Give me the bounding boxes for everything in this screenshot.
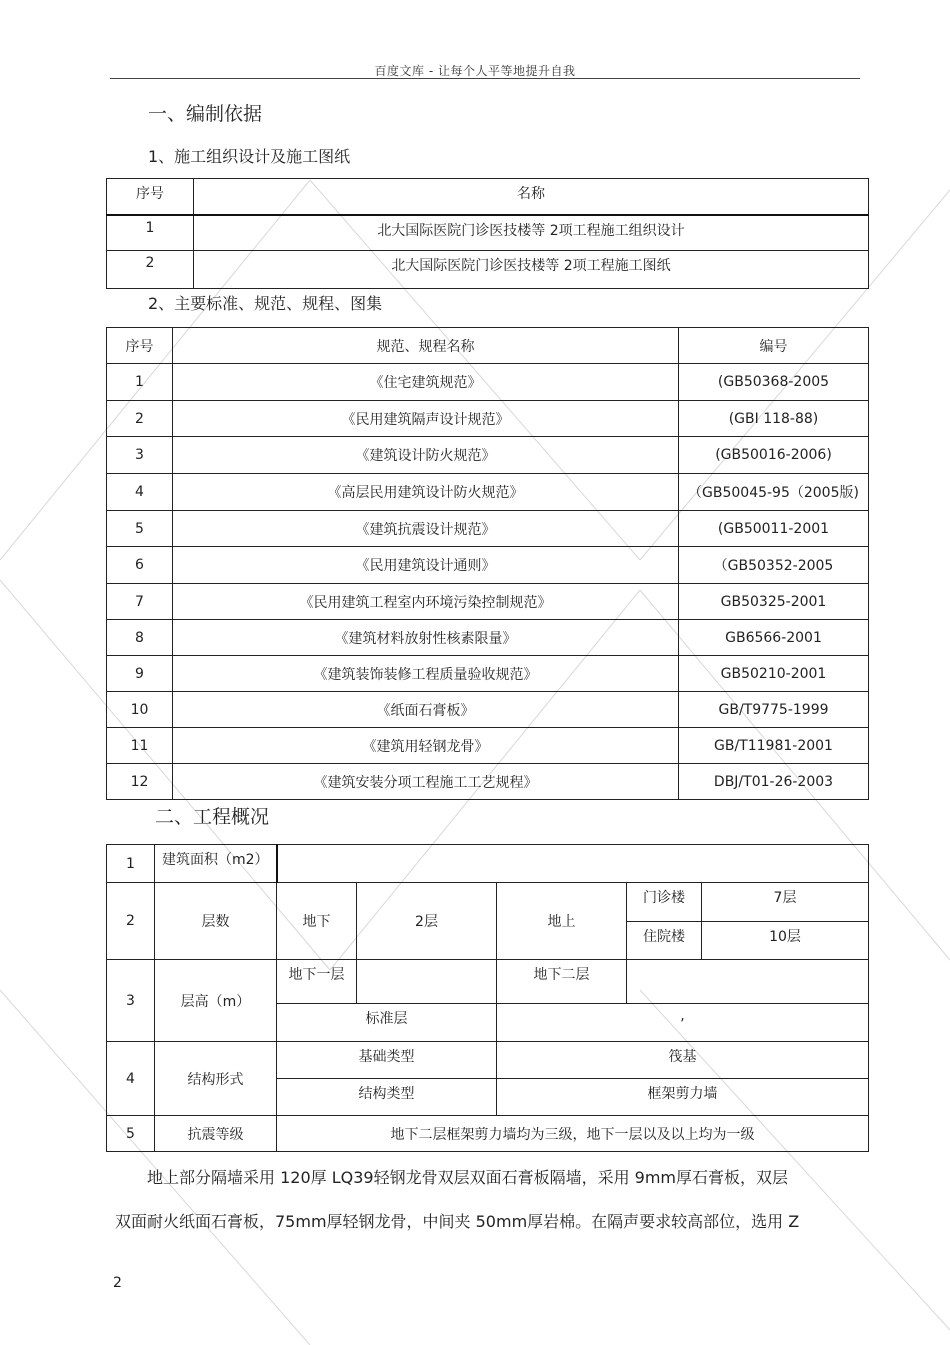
height-label: 层高（m） <box>155 960 277 1042</box>
cell-seq: 1 <box>107 215 194 251</box>
cell-seq: 1 <box>107 364 173 401</box>
section2-title: 二、工程概况 <box>155 806 270 828</box>
overview-row-height <box>107 960 869 1004</box>
cell-code: GB50325-2001 <box>679 584 869 620</box>
col-header-seq: 序号 <box>107 328 173 364</box>
cell-seq: 5 <box>107 1116 155 1152</box>
structure-type-label: 结构类型 <box>277 1079 497 1116</box>
cell-seq: 1 <box>107 845 155 883</box>
table-row <box>107 547 869 584</box>
cell-code: （GB50045-95（2005版) <box>679 474 869 511</box>
drawings-table <box>106 178 869 289</box>
table-row <box>107 511 869 547</box>
cell-seq: 4 <box>107 474 173 511</box>
cell-standard-name: 《建筑设计防火规范》 <box>173 437 679 474</box>
structure-type-value: 框架剪力墙 <box>497 1079 869 1116</box>
col-header-standard-name: 规范、规程名称 <box>173 328 679 364</box>
cell-standard-name: 《民用建筑隔声设计规范》 <box>173 401 679 437</box>
cell-code: (GB50368-2005 <box>679 364 869 401</box>
outpatient-label: 门诊楼 <box>627 883 702 922</box>
table-row <box>107 251 869 289</box>
basement2-value <box>627 960 869 1004</box>
sub1-title: 1、施工组织设计及施工图纸 <box>148 147 351 166</box>
standard-floor-value: , <box>497 1004 869 1042</box>
area-label: 建筑面积（m2） <box>155 845 277 883</box>
standard-floor-label: 标准层 <box>277 1004 497 1042</box>
cell-seq: 2 <box>107 883 155 960</box>
cell-seq: 6 <box>107 547 173 584</box>
table-row <box>107 656 869 692</box>
seismic-label: 抗震等级 <box>155 1116 277 1152</box>
table-header-row <box>107 179 869 215</box>
cell-seq: 12 <box>107 764 173 800</box>
cell-standard-name: 《建筑安装分项工程施工工艺规程》 <box>173 764 679 800</box>
cell-name: 北大国际医院门诊医技楼等 2项工程施工图纸 <box>194 251 869 289</box>
cell-code: GB/T11981-2001 <box>679 728 869 764</box>
cell-standard-name: 《住宅建筑规范》 <box>173 364 679 401</box>
basement1-value <box>357 960 497 1004</box>
overview-row-floors <box>107 883 869 922</box>
section1-title: 一、编制依据 <box>148 103 263 125</box>
cell-standard-name: 《高层民用建筑设计防火规范》 <box>173 474 679 511</box>
cell-seq: 3 <box>107 960 155 1042</box>
cell-code: GB50210-2001 <box>679 656 869 692</box>
foundation-type-value: 筏基 <box>497 1042 869 1079</box>
basement2-label: 地下二层 <box>497 960 627 1004</box>
col-header-seq: 序号 <box>107 179 194 215</box>
cell-seq: 2 <box>107 401 173 437</box>
table-row <box>107 620 869 656</box>
cell-name: 北大国际医院门诊医技楼等 2项工程施工组织设计 <box>194 215 869 251</box>
col-header-code: 编号 <box>679 328 869 364</box>
area-value <box>277 845 869 883</box>
sub2-title: 2、主要标准、规范、规程、图集 <box>148 294 383 313</box>
cell-code: (GB50011-2001 <box>679 511 869 547</box>
cell-code: (GB50016-2006) <box>679 437 869 474</box>
underground-value: 2层 <box>357 883 497 960</box>
table-header-row <box>107 328 869 364</box>
table-row <box>107 728 869 764</box>
table-row <box>107 474 869 511</box>
table-row <box>107 215 869 251</box>
cell-seq: 4 <box>107 1042 155 1116</box>
cell-standard-name: 《建筑用轻钢龙骨》 <box>173 728 679 764</box>
cell-standard-name: 《纸面石膏板》 <box>173 692 679 728</box>
cell-standard-name: 《建筑抗震设计规范》 <box>173 511 679 547</box>
page-header: 百度文库 - 让每个人平等地提升自我 <box>374 64 576 78</box>
cell-seq: 3 <box>107 437 173 474</box>
cell-seq: 5 <box>107 511 173 547</box>
page-number: 2 <box>113 1275 122 1291</box>
outpatient-value: 7层 <box>702 883 869 922</box>
cell-seq: 7 <box>107 584 173 620</box>
body-paragraph-line-2: 双面耐火纸面石膏板，75mm厚轻钢龙骨，中间夹 50mm厚岩棉。在隔声要求较高部位，选用 Z <box>115 1212 800 1231</box>
foundation-type-label: 基础类型 <box>277 1042 497 1079</box>
cell-standard-name: 《民用建筑设计通则》 <box>173 547 679 584</box>
basement1-label: 地下一层 <box>277 960 357 1004</box>
cell-standard-name: 《建筑材料放射性核素限量》 <box>173 620 679 656</box>
standards-table <box>106 327 869 800</box>
overview-row-area <box>107 845 869 883</box>
cell-code: GB/T9775-1999 <box>679 692 869 728</box>
structure-label: 结构形式 <box>155 1042 277 1116</box>
table-row <box>107 401 869 437</box>
table-row <box>107 437 869 474</box>
overview-row-seismic <box>107 1116 869 1152</box>
cell-standard-name: 《建筑装饰装修工程质量验收规范》 <box>173 656 679 692</box>
underground-label: 地下 <box>277 883 357 960</box>
col-header-name: 名称 <box>194 179 869 215</box>
cell-standard-name: 《民用建筑工程室内环境污染控制规范》 <box>173 584 679 620</box>
table-row <box>107 364 869 401</box>
cell-seq: 8 <box>107 620 173 656</box>
table-row <box>107 764 869 800</box>
cell-seq: 9 <box>107 656 173 692</box>
cell-seq: 2 <box>107 251 194 289</box>
header-rule <box>110 78 860 79</box>
cell-code: (GBI 118-88) <box>679 401 869 437</box>
table-row <box>107 584 869 620</box>
inpatient-value: 10层 <box>702 922 869 960</box>
aboveground-label: 地上 <box>497 883 627 960</box>
overview-table <box>106 844 869 1152</box>
cell-code: GB6566-2001 <box>679 620 869 656</box>
cell-seq: 10 <box>107 692 173 728</box>
cell-seq: 11 <box>107 728 173 764</box>
cell-code: DBJ/T01-26-2003 <box>679 764 869 800</box>
inpatient-label: 住院楼 <box>627 922 702 960</box>
body-paragraph-line-1: 地上部分隔墙采用 120厚 LQ39轻钢龙骨双层双面石膏板隔墙，采用 9mm厚石膏板，双层 <box>147 1168 789 1187</box>
seismic-value: 地下二层框架剪力墙均为三级，地下一层以及以上均为一级 <box>277 1116 869 1152</box>
floors-label: 层数 <box>155 883 277 960</box>
table-row <box>107 692 869 728</box>
cell-code: （GB50352-2005 <box>679 547 869 584</box>
overview-row-structure <box>107 1042 869 1079</box>
